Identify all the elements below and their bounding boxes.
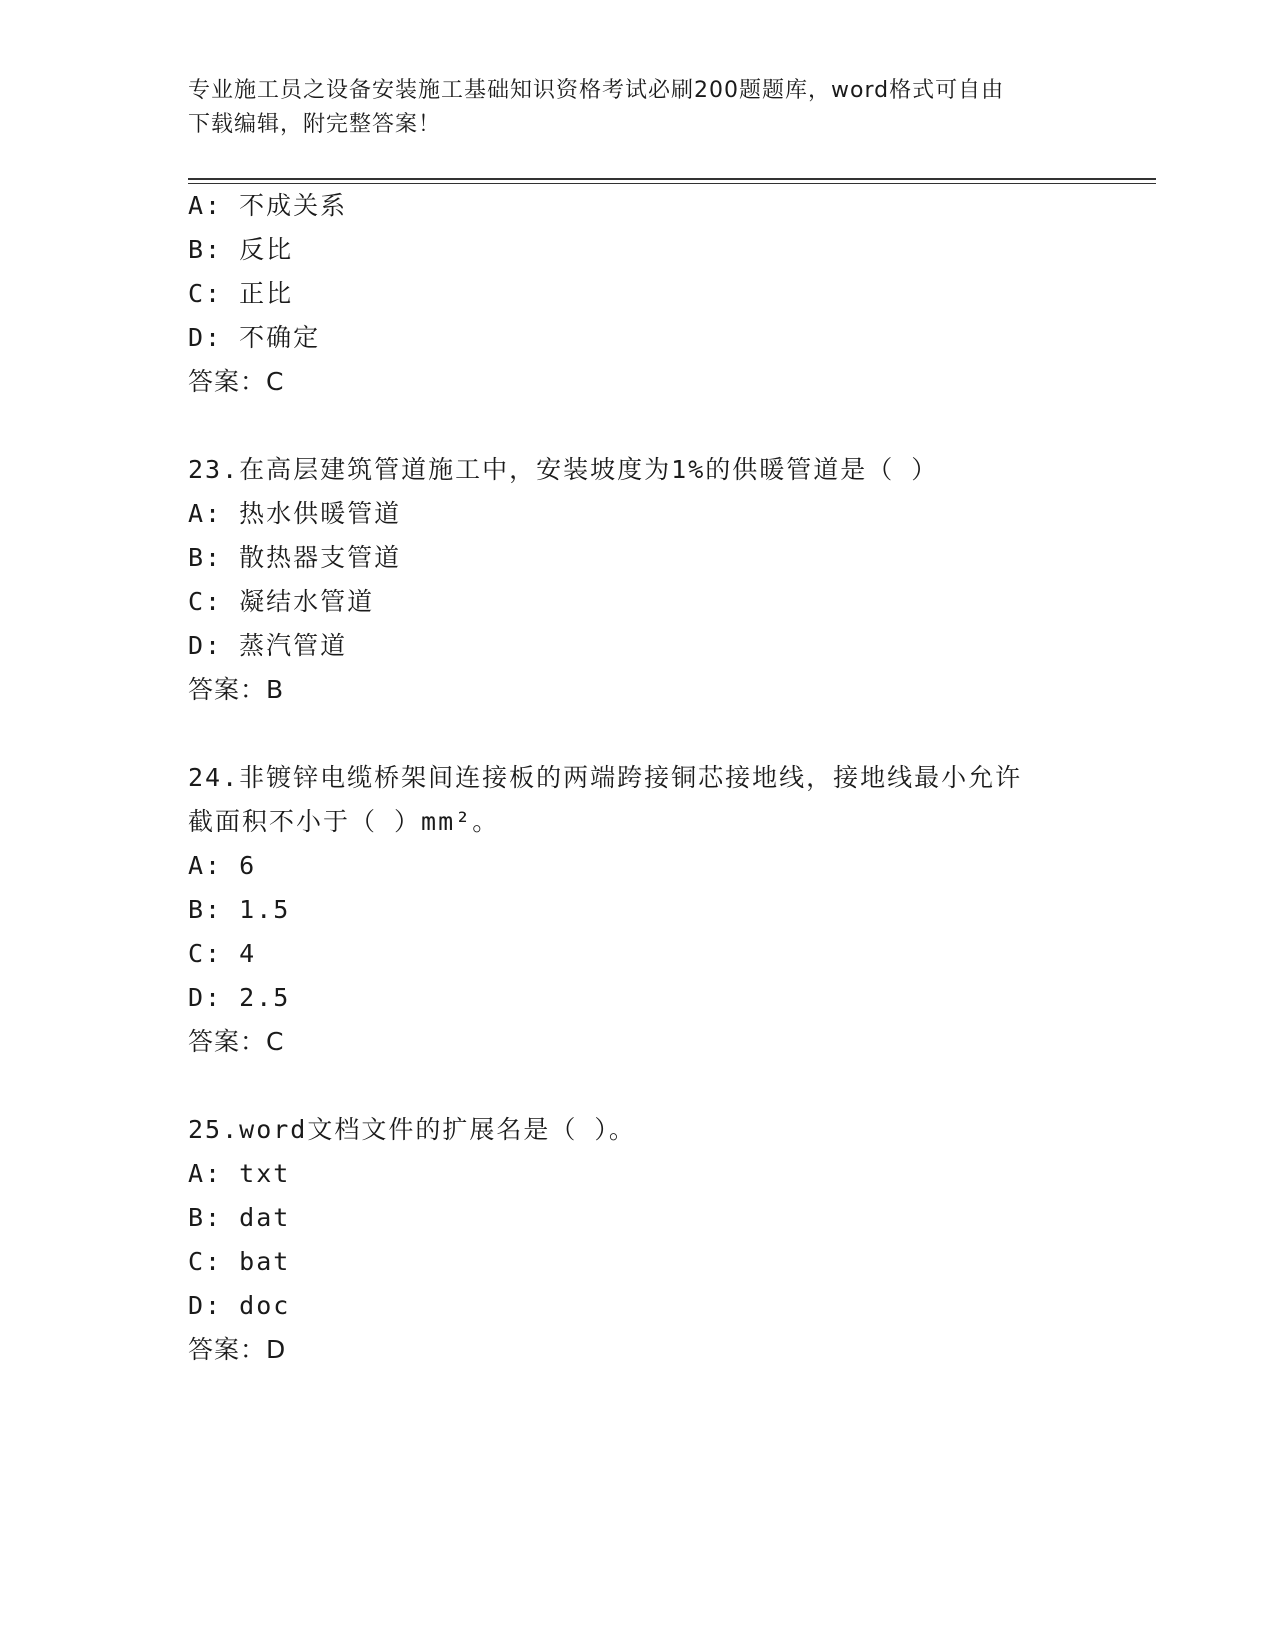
q25-answer: 答案：D — [188, 1335, 287, 1364]
q23-option-d: D: 蒸汽管道 — [188, 631, 348, 660]
q23-option-c: C: 凝结水管道 — [188, 587, 375, 616]
header-title-line-1: 专业施工员之设备安装施工基础知识资格考试必刷200题题库，word格式可自由 — [188, 78, 1005, 103]
q24-option-b: B: 1.5 — [188, 895, 291, 924]
q22-option-c: C: 正比 — [188, 279, 294, 308]
q23-option-a: A: 热水供暖管道 — [188, 499, 402, 528]
header-divider-thick — [188, 178, 1156, 180]
q25-stem: 25.word文档文件的扩展名是（ ）。 — [188, 1115, 636, 1144]
q23-stem: 23.在高层建筑管道施工中，安装坡度为1%的供暖管道是（ ） — [188, 455, 939, 484]
q25-option-d: D: doc — [188, 1291, 291, 1320]
q24-stem-line-1: 24.非镀锌电缆桥架间连接板的两端跨接铜芯接地线，接地线最小允许 — [188, 763, 1023, 792]
q24-option-c: C: 4 — [188, 939, 257, 968]
q25-option-a: A: txt — [188, 1159, 291, 1188]
header-divider-thin — [188, 183, 1156, 184]
q24-answer: 答案：C — [188, 1027, 285, 1056]
q24-stem-line-2: 截面积不小于（ ）mm²。 — [188, 807, 500, 836]
document-header — [188, 74, 1088, 142]
q22-option-b: B: 反比 — [188, 235, 294, 264]
header-title-line-2: 下载编辑，附完整答案！ — [188, 112, 442, 137]
q23-answer: 答案：B — [188, 675, 285, 704]
q24-option-a: A: 6 — [188, 851, 257, 880]
q22-option-d: D: 不确定 — [188, 323, 321, 352]
q23-option-b: B: 散热器支管道 — [188, 543, 402, 572]
q22-answer: 答案：C — [188, 367, 285, 396]
q25-option-b: B: dat — [188, 1203, 291, 1232]
q24-option-d: D: 2.5 — [188, 983, 291, 1012]
q22-option-a: A: 不成关系 — [188, 191, 348, 220]
q25-option-c: C: bat — [188, 1247, 291, 1276]
